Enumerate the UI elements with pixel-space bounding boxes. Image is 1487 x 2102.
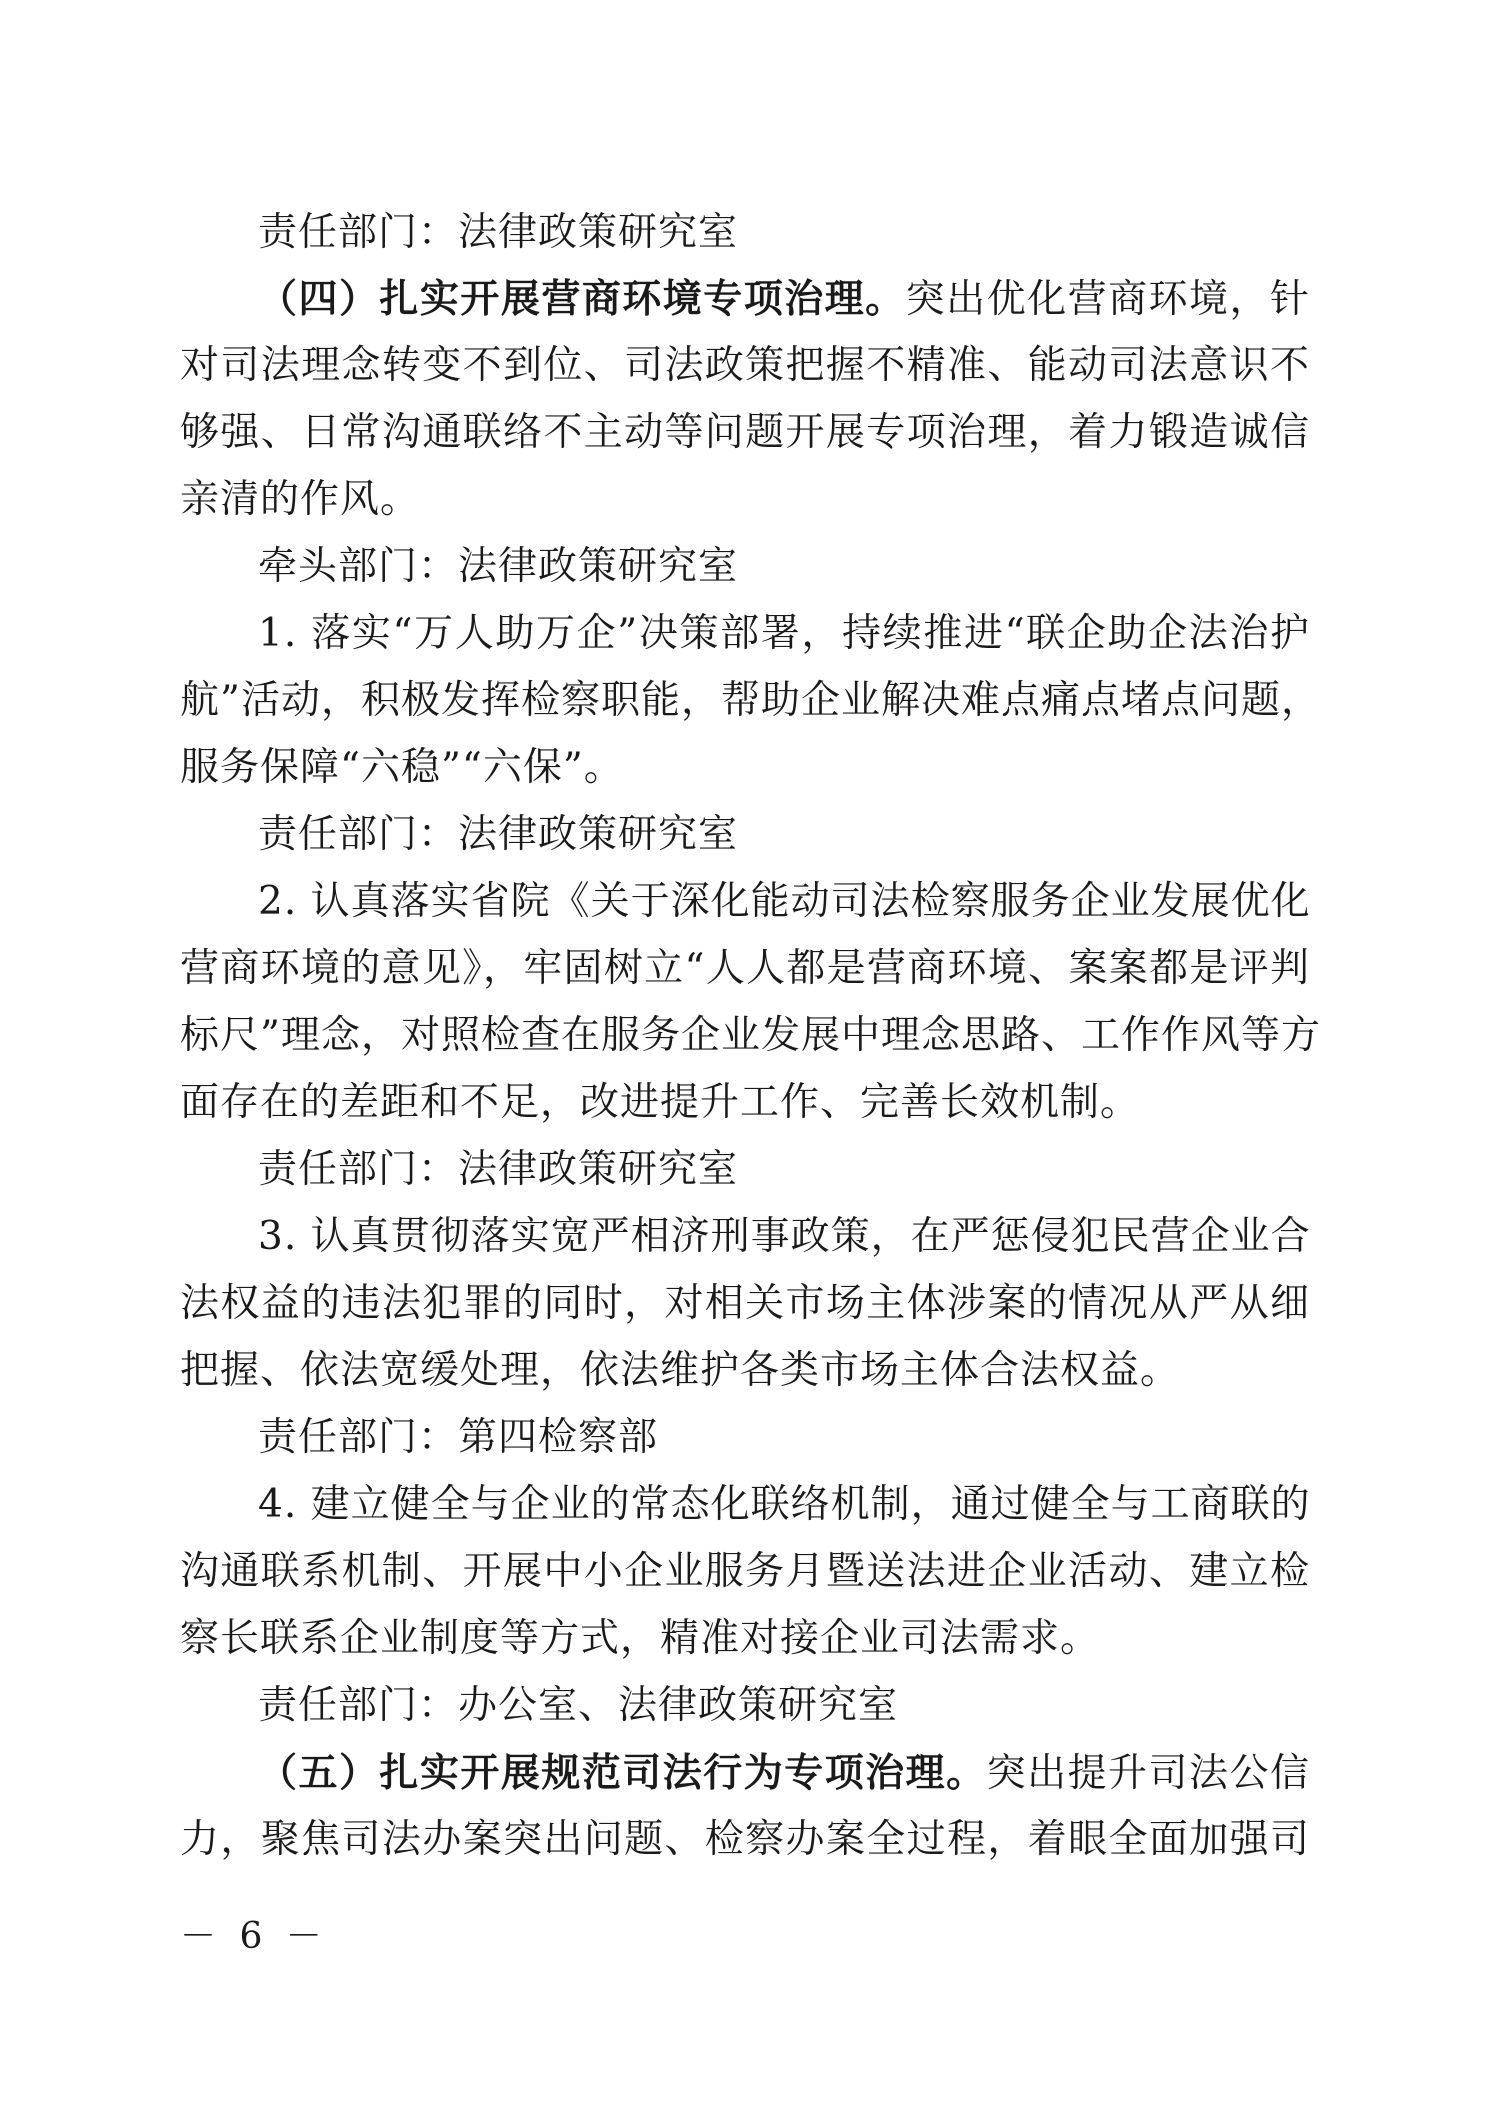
heading-rest-text: 突出优化营商环境，针	[905, 277, 1310, 322]
page-number: － 6 －	[180, 1916, 328, 1957]
heading-bold-text: （五）扎实开展规范司法行为专项治理。	[258, 1750, 987, 1796]
paragraph-line: 法权益的违法犯罪的同时，对相关市场主体涉案的情况从严从细	[180, 1281, 1310, 1326]
item-4-line: 4. 建立健全与企业的常态化联络机制，通过健全与工商联的	[258, 1482, 1311, 1527]
lead-dept-line: 牵头部门：法律政策研究室	[258, 544, 739, 589]
paragraph-line: 把握、依法宽缓处理，依法维护各类市场主体合法权益。	[180, 1348, 1181, 1393]
item-3-line: 3. 认真贯彻落实宽严相济刑事政策，在严惩侵犯民营企业合	[258, 1214, 1311, 1259]
paragraph-line: 力，聚焦司法办案突出问题、检察办案全过程，着眼全面加强司	[180, 1817, 1310, 1862]
responsible-dept-line: 责任部门：办公室、法律政策研究室	[258, 1683, 899, 1728]
heading-rest-text: 突出提升司法公信	[986, 1751, 1310, 1796]
paragraph-line: 沟通联系机制、开展中小企业服务月暨送法进企业活动、建立检	[180, 1549, 1310, 1594]
responsible-dept-line: 责任部门：第四检察部	[258, 1415, 659, 1460]
paragraph-line: 察长联系企业制度等方式，精准对接企业司法需求。	[180, 1616, 1101, 1661]
paragraph-line: 航”活动，积极发挥检察职能，帮助企业解决难点痛点堵点问题，	[180, 678, 1321, 723]
responsible-dept-line: 责任部门：法律政策研究室	[258, 812, 739, 857]
paragraph-line: 标尺”理念，对照检查在服务企业发展中理念思路、工作作风等方	[180, 1013, 1321, 1058]
section-heading-4	[258, 272, 1310, 327]
paragraph-line: 对司法理念转变不到位、司法政策把握不精准、能动司法意识不	[180, 343, 1310, 388]
paragraph-line: 亲清的作风。	[180, 477, 421, 522]
paragraph-line: 营商环境的意见》，牢固树立“人人都是营商环境、案案都是评判	[180, 946, 1310, 991]
paragraph-line: 够强、日常沟通联络不主动等问题开展专项治理，着力锻造诚信	[180, 410, 1310, 455]
section-heading-5	[258, 1746, 1310, 1801]
item-1-line: 1. 落实“万人助万企”决策部署，持续推进“联企助企法治护	[258, 611, 1310, 656]
item-2-line: 2. 认真落实省院《关于深化能动司法检察服务企业发展优化	[258, 879, 1311, 924]
paragraph-line: 服务保障“六稳”“六保”。	[180, 745, 624, 790]
responsible-dept-line: 责任部门：法律政策研究室	[258, 210, 739, 255]
paragraph-line: 面存在的差距和不足，改进提升工作、完善长效机制。	[180, 1080, 1141, 1125]
heading-bold-text: （四）扎实开展营商环境专项治理。	[258, 276, 906, 322]
responsible-dept-line: 责任部门：法律政策研究室	[258, 1147, 739, 1192]
